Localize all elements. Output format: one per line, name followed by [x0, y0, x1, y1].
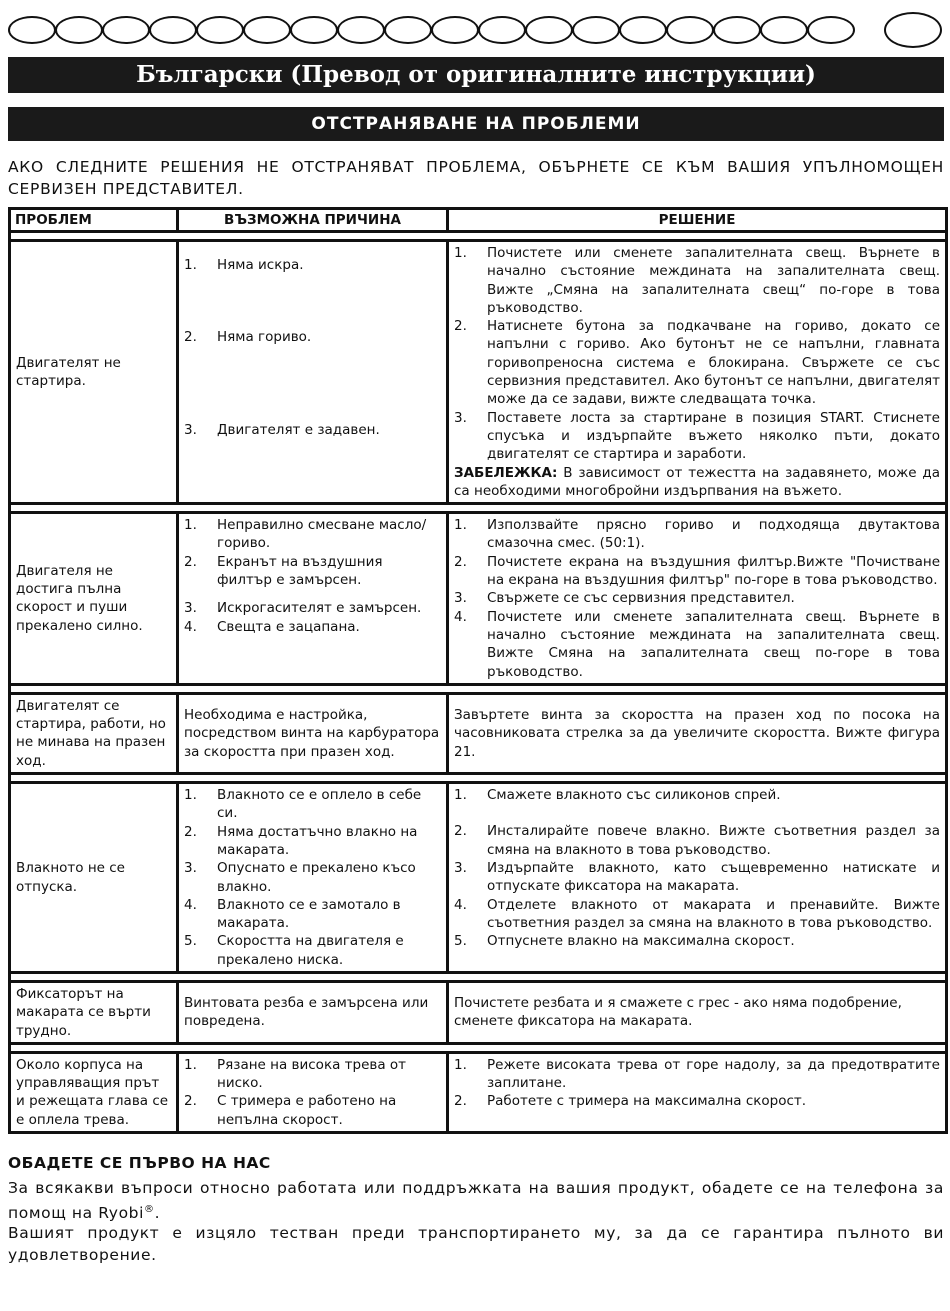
solution-item: 2. Инсталирайте повече влакно. Вижте съответния раздел за смяна на влакното в това ръководство.: [454, 823, 940, 858]
column-header: РЕШЕНИЕ: [448, 209, 947, 232]
table-row: [10, 693, 947, 773]
cause-item: 5. Скоростта на двигателя е прекалено ниска.: [184, 933, 404, 968]
tab-oval: [807, 16, 855, 44]
cause-item: 3. Искрогасителят е замърсен.: [184, 600, 422, 617]
language-title: Български (Превод от оригиналните инструкции): [8, 57, 944, 93]
tab-oval: [713, 16, 761, 44]
cause-item: 1. Рязане на висока трева от ниско.: [184, 1056, 407, 1092]
solution-item: 3. Поставете лоста за стартиране в позиция START. Стиснете спусъка и издърпайте въжето няколко пъти, докато двигателят се стартира и заработи.: [454, 409, 940, 463]
page-tab-ovals: [8, 12, 942, 48]
solution-item: 1. Режете високата трева от горе надолу, за да предотвратите заплитане.: [454, 1056, 940, 1092]
solution-item: 3. Свържете се със сервизния представител.: [454, 590, 795, 607]
intro-text: АКО СЛЕДНИТЕ РЕШЕНИЯ НЕ ОТСТРАНЯВАТ ПРОБЛЕМА, ОБЪРНЕТЕ СЕ КЪМ ВАШИЯ УПЪЛНОМОЩЕН СЕРВИЗЕН ПРЕДСТАВИТЕЛ.: [8, 158, 944, 198]
cause-item: 1. Влакното се е оплело в себе си.: [184, 787, 422, 822]
cause-cell: [178, 513, 448, 685]
contact-paragraph: За всякакви въпроси относно работата или поддръжката на вашия продукт, обадете се на телефона за помощ на Ryobi®.: [8, 1179, 944, 1223]
problem-cell: Фиксаторът на макарата се върти трудно.: [10, 981, 178, 1043]
column-header: ВЪЗМОЖНА ПРИЧИНА: [178, 209, 448, 232]
solution-cell: Завъртете винта за скоростта на празен ход по посока на часовниковата стрелка за да увеличите скоростта. Вижте фигура 21.: [448, 693, 947, 773]
tab-oval: [337, 16, 385, 44]
problem-cell: Двигателят не стартира.: [10, 241, 178, 504]
solution-item: 5. Отпуснете влакно на максимална скорост.: [454, 933, 795, 950]
tab-oval: [760, 16, 808, 44]
cause-item: 2. С тримера е работено на непълна скорост.: [184, 1093, 397, 1128]
tab-oval: [243, 16, 291, 44]
solution-item: 1. Почистете или сменете запалителната свещ. Върнете в начално състояние междината на запалителната свещ. Вижте „Смяна на запалителната свещ“ по-горе в това ръководство.: [454, 245, 940, 316]
solution-cell: [448, 513, 947, 685]
table-row: [10, 1052, 947, 1132]
problem-cell: Двигателя не достига пълна скорост и пуши прекалено силно.: [10, 513, 178, 685]
tab-oval-active: [884, 12, 942, 48]
solution-cell: [448, 1052, 947, 1132]
cause-item: 3. Опуснато е прекалено късо влакно.: [184, 860, 416, 895]
cause-item: 1. Неправилно смесване масло/гориво.: [184, 517, 427, 552]
solution-item: 2. Натиснете бутона за подкачване на гориво, докато се напълни с гориво. Ако бутонът не се напълни, главната горивопреносна система е блокирана. Свържете се със сервизния представител. Ако бутонът се напълни, двигателят може да се задави, вижте следващата точка.: [454, 318, 940, 408]
tab-oval: [431, 16, 479, 44]
cause-cell: [178, 783, 448, 973]
satisfaction-paragraph: Вашият продукт е изцяло тестван преди транспортирането му, за да се гарантира пълното ви удовлетворение.: [8, 1224, 944, 1264]
tab-oval: [149, 16, 197, 44]
solution-cell: [448, 783, 947, 973]
tab-oval: [290, 16, 338, 44]
solution-item: 4. Почистете или сменете запалителната свещ. Върнете в начално състояние междината на запалителната свещ. Вижте Смяна на запалителната свещ по-горе в това ръководство.: [454, 608, 940, 680]
solution-item: 1. Смажете влакното със силиконов спрей.: [454, 787, 781, 804]
tab-oval: [619, 16, 667, 44]
solution-item: 2. Почистете екрана на въздушния филтър.Вижте "Почистване на екрана на въздушния филтър" по-горе в това ръководство.: [454, 553, 940, 589]
solution-item: 2. Работете с тримера на максимална скорост.: [454, 1093, 807, 1110]
cause-cell: Необходима е настройка, посредством винта на карбуратора за скоростта при празен ход.: [178, 693, 448, 773]
tab-oval: [102, 16, 150, 44]
cause-item: 2. Екранът на въздушния филтър е замърсен.: [184, 553, 383, 589]
tab-oval: [8, 16, 56, 44]
registered-mark: ®: [144, 1204, 155, 1215]
cause-cell: [178, 241, 448, 504]
cause-item: 4. Влакното се е замотало в макарата.: [184, 896, 401, 932]
table-header-row: [10, 209, 947, 232]
tab-oval: [478, 16, 526, 44]
tab-oval: [525, 16, 573, 44]
solution-cell: Почистете резбата и я смажете с грес - ако няма подобрение, сменете фиксатора на макарата.: [448, 981, 947, 1043]
tab-oval: [196, 16, 244, 44]
problem-cell: Двигателят се стартира, работи, но не минава на празен ход.: [10, 693, 178, 773]
tab-oval: [572, 16, 620, 44]
table-row: [10, 513, 947, 685]
problem-cell: Влакното не се отпуска.: [10, 783, 178, 973]
table-row: [10, 981, 947, 1043]
cause-item: 3. Двигателят е задавен.: [184, 421, 380, 438]
tab-oval: [666, 16, 714, 44]
cause-item: 2. Няма гориво.: [184, 329, 312, 346]
cause-cell: Винтовата резба е замърсена или повредена.: [178, 981, 448, 1043]
tab-oval: [55, 16, 103, 44]
note: ЗАБЕЛЕЖКА: В зависимост от тежестта на задавянето, може да са необходими многобройни издърпвания на въжето.: [454, 464, 940, 499]
solution-item: 3. Издърпайте влакното, като същевременно натискате и отпускате фиксатора на макарата.: [454, 859, 940, 895]
solution-cell: [448, 241, 947, 504]
troubleshooting-table: [8, 207, 948, 1134]
cause-cell: [178, 1052, 448, 1132]
solution-item: 4. Отделете влакното от макарата и пренавийте. Вижте съответния раздел за смяна на влакното в това ръководство.: [454, 896, 940, 931]
tab-oval: [384, 16, 432, 44]
contact-heading: ОБАДЕТЕ СЕ ПЪРВО НА НАС: [8, 1154, 271, 1172]
table-row: [10, 783, 947, 973]
solution-item: 1. Използвайте прясно гориво и подходяща двутактова смазочна смес. (50:1).: [454, 517, 940, 552]
table-row: [10, 241, 947, 504]
section-title: ОТСТРАНЯВАНЕ НА ПРОБЛЕМИ: [8, 107, 944, 141]
cause-item: 2. Няма достатъчно влакно на макарата.: [184, 823, 418, 858]
problem-cell: Около корпуса на управляващия прът и режещата глава се е оплела трева.: [10, 1052, 178, 1132]
column-header: ПРОБЛЕМ: [10, 209, 178, 232]
cause-item: 4. Свещта е зацапана.: [184, 618, 360, 635]
cause-item: 1. Няма искра.: [184, 257, 304, 273]
